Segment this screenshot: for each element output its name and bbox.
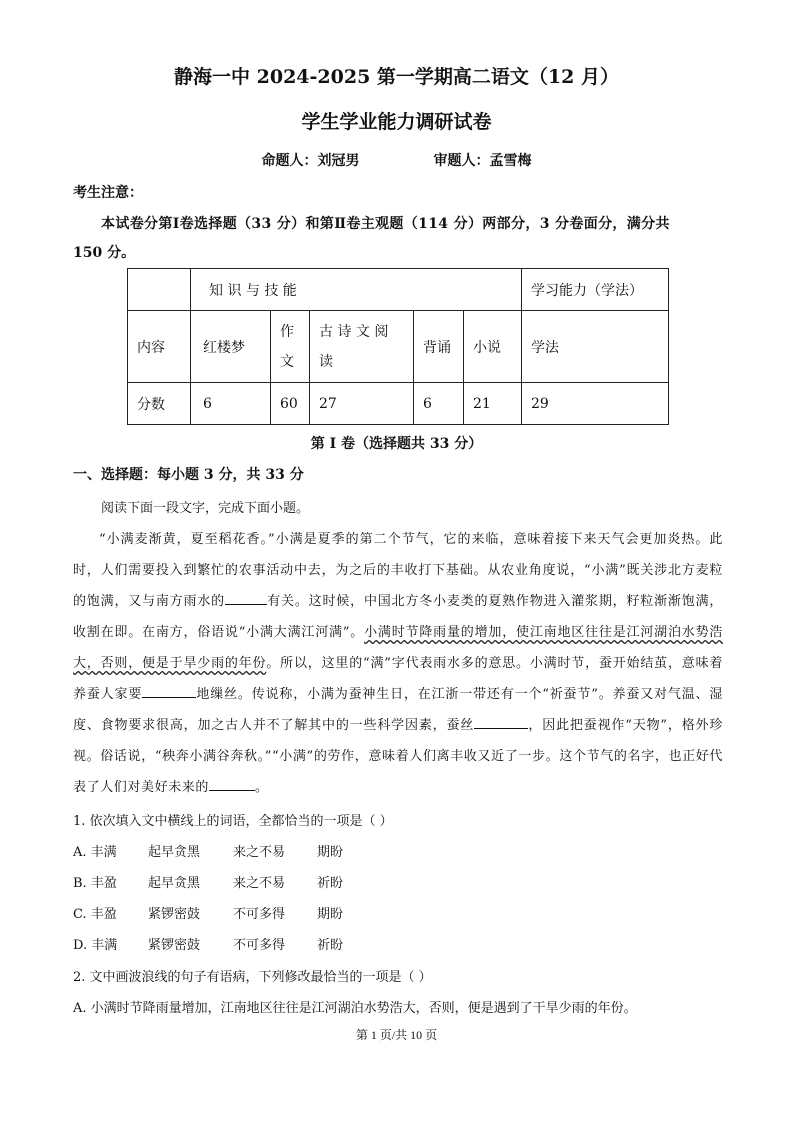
passage-text-5: ，因此把蚕视作“天物”，格外珍视。俗话说，“秧奔小满谷奔秋。”“小满”的劳作，意味着人们离丰收又近了一步。这个节气的名字，也正好代表了人们对美好未来的 <box>73 718 723 795</box>
row-label-content: 内容 <box>128 311 191 383</box>
reading-passage <box>73 524 723 803</box>
part-1-title: 一、选择题：每小题 3 分，共 33 分 <box>73 467 304 483</box>
score-gushi: 27 <box>310 383 414 425</box>
exam-subtitle: 学生学业能力调研试卷 <box>301 111 492 133</box>
score-table <box>127 268 669 425</box>
score-table-content-row <box>128 311 669 383</box>
section-1-title: 第 I 卷（选择题共 33 分） <box>310 436 483 452</box>
notice-heading: 考生注意： <box>73 185 143 201</box>
question-1-option-d: D. 丰满 紧锣密鼓 不可多得 祈盼 <box>73 938 344 953</box>
passage-text-1: “小满麦渐黄，夏至稻花香。”小满是夏季的第二个节气，它的来临，意味着接下来天气会更加炎热。此时，人们需要投入到繁忙的农事活动中去，为之后的丰收打下基础。从农业角度说，“小满”既关涉北方麦粒的饱满，又与南方雨水的 <box>73 532 723 609</box>
blank-1 <box>225 591 267 605</box>
score-beisong: 6 <box>414 383 464 425</box>
passage-text-3: 。所以，这里的“满”字代表雨水多的意思。小满时节，蚕开始结茧，意味着养蚕人家要 <box>73 656 723 702</box>
row-label-score: 分数 <box>128 383 191 425</box>
score-table-header-row <box>128 269 669 311</box>
reading-instruction: 阅读下面一段文字，完成下面小题。 <box>101 501 310 516</box>
score-xiaoshuo: 21 <box>464 383 522 425</box>
wavy-underlined-sentence: 小满时节降雨量的增加，使江南地区往往是江河湖泊水势浩大，否则，便是于旱少雨的年份 <box>73 625 723 671</box>
passage-text-6: 。 <box>255 780 269 795</box>
score-honglou: 6 <box>191 383 271 425</box>
col-zuowen: 作 文 <box>271 311 310 383</box>
question-1-stem: 1. 依次填入文中横线上的词语，全都恰当的一项是（ ） <box>73 814 393 829</box>
group-ability: 学习能力（学法） <box>522 269 669 311</box>
notice-line-1: 本试卷分第Ⅰ卷选择题（33 分）和第Ⅱ卷主观题（114 分）两部分，3 分卷面分，满分共 <box>101 216 670 232</box>
exam-title: 静海一中 2024-2025 第一学期高二语文（12 月） <box>174 66 619 88</box>
col-xuefa: 学法 <box>522 311 669 383</box>
setters-line <box>0 150 793 170</box>
question-1-option-a: A. 丰满 起早贪黑 来之不易 期盼 <box>73 845 344 860</box>
reviewer-name: 审题人：孟雪梅 <box>433 153 532 169</box>
passage-text-4: 地缫丝。传说称，小满为蚕神生日，在江浙一带还有一个“祈蚕节”。养蚕又对气温、湿度、食物要求很高，加之古人并不了解其中的一些科学因素，蚕丝 <box>73 687 723 733</box>
score-xuefa: 29 <box>522 383 669 425</box>
score-table-score-row <box>128 383 669 425</box>
notice-line-2: 150 分。 <box>73 245 136 261</box>
question-1-option-c: C. 丰盈 紧锣密鼓 不可多得 期盼 <box>73 907 344 922</box>
score-zuowen: 60 <box>271 383 310 425</box>
page-number: 第 1 页/共 10 页 <box>355 1028 438 1042</box>
blank-4 <box>209 777 255 791</box>
col-xiaoshuo: 小说 <box>464 311 522 383</box>
passage-text-2: 有关。这时候，中国北方冬小麦类的夏熟作物进入灌浆期，籽粒渐渐饱满，收割在即。在南方，俗语说“小满大满江河满”。 <box>73 594 723 640</box>
setter-name: 命题人：刘冠男 <box>261 153 360 169</box>
col-gushi: 古 诗 文 阅 读 <box>310 311 414 383</box>
col-honglou: 红楼梦 <box>191 311 271 383</box>
blank-3 <box>474 715 528 729</box>
question-1-option-b: B. 丰盈 起早贪黑 来之不易 祈盼 <box>73 876 344 891</box>
question-2-option-a: A. 小满时节降雨量增加，江南地区往往是江河湖泊水势浩大，否则，便是遇到了干旱少雨的年份。 <box>73 1001 637 1016</box>
col-beisong: 背诵 <box>414 311 464 383</box>
question-2-stem: 2. 文中画波浪线的句子有语病，下列修改最恰当的一项是（ ） <box>73 970 432 985</box>
blank-2 <box>142 684 196 698</box>
group-knowledge: 知 识 与 技 能 <box>191 269 522 311</box>
